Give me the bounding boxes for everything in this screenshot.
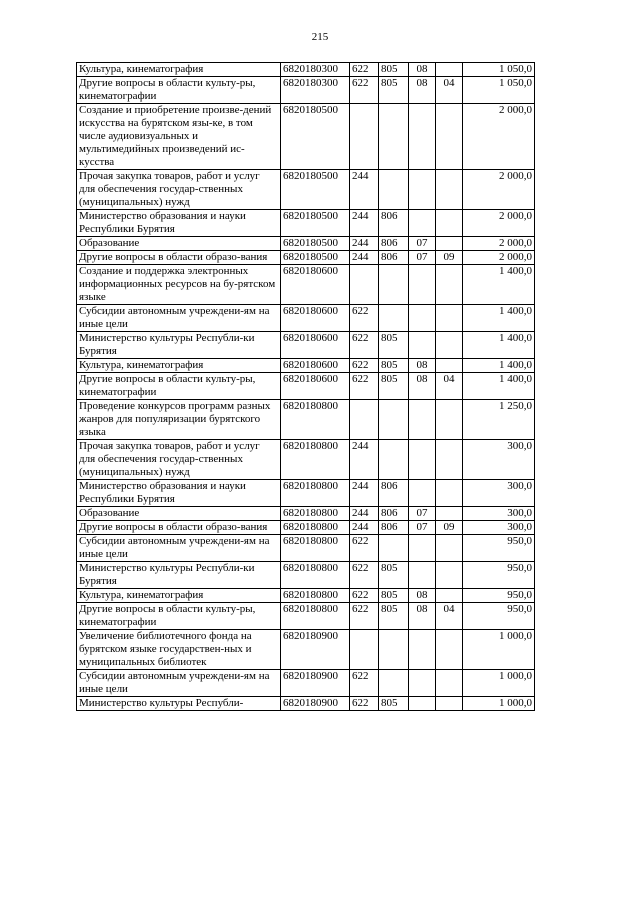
section-cell: 07 (409, 237, 436, 251)
subsection-cell (436, 210, 463, 237)
ministry-code-cell: 806 (379, 507, 409, 521)
section-cell (409, 265, 436, 305)
subsection-cell (436, 332, 463, 359)
expense-type-cell: 622 (350, 63, 379, 77)
ministry-code-cell (379, 670, 409, 697)
target-code-cell: 6820180900 (281, 670, 350, 697)
subsection-cell (436, 63, 463, 77)
table-row (77, 104, 535, 170)
table-row (77, 63, 535, 77)
target-code-cell: 6820180500 (281, 210, 350, 237)
section-cell: 08 (409, 589, 436, 603)
amount-cell: 300,0 (463, 521, 535, 535)
table-row (77, 332, 535, 359)
subsection-cell (436, 630, 463, 670)
section-cell: 08 (409, 603, 436, 630)
row-name-cell: Министерство образования и науки Республики Бурятия (77, 480, 281, 507)
expense-type-cell: 244 (350, 251, 379, 265)
expense-type-cell: 622 (350, 305, 379, 332)
target-code-cell: 6820180900 (281, 697, 350, 711)
row-name-cell: Культура, кинематография (77, 359, 281, 373)
table-row (77, 251, 535, 265)
ministry-code-cell: 806 (379, 521, 409, 535)
ministry-code-cell (379, 630, 409, 670)
budget-table (76, 62, 535, 711)
row-name-cell: Министерство культуры Республи- (77, 697, 281, 711)
expense-type-cell: 622 (350, 332, 379, 359)
section-cell (409, 670, 436, 697)
row-name-cell: Культура, кинематография (77, 589, 281, 603)
amount-cell: 300,0 (463, 440, 535, 480)
table-row (77, 507, 535, 521)
subsection-cell (436, 170, 463, 210)
amount-cell: 1 000,0 (463, 697, 535, 711)
amount-cell: 1 400,0 (463, 265, 535, 305)
amount-cell: 300,0 (463, 480, 535, 507)
expense-type-cell: 622 (350, 535, 379, 562)
subsection-cell (436, 400, 463, 440)
amount-cell: 1 400,0 (463, 305, 535, 332)
subsection-cell: 09 (436, 521, 463, 535)
expense-type-cell: 244 (350, 521, 379, 535)
table-row (77, 305, 535, 332)
subsection-cell (436, 535, 463, 562)
target-code-cell: 6820180800 (281, 507, 350, 521)
target-code-cell: 6820180600 (281, 265, 350, 305)
table-row (77, 170, 535, 210)
table-row (77, 697, 535, 711)
subsection-cell (436, 104, 463, 170)
amount-cell: 2 000,0 (463, 170, 535, 210)
section-cell (409, 305, 436, 332)
section-cell: 07 (409, 507, 436, 521)
row-name-cell: Образование (77, 507, 281, 521)
target-code-cell: 6820180600 (281, 359, 350, 373)
target-code-cell: 6820180900 (281, 630, 350, 670)
section-cell: 08 (409, 77, 436, 104)
subsection-cell (436, 359, 463, 373)
target-code-cell: 6820180500 (281, 104, 350, 170)
table-row (77, 670, 535, 697)
row-name-cell: Другие вопросы в области культу-ры, кинематографии (77, 77, 281, 104)
expense-type-cell: 622 (350, 603, 379, 630)
ministry-code-cell (379, 400, 409, 440)
expense-type-cell: 622 (350, 670, 379, 697)
ministry-code-cell (379, 440, 409, 480)
table-row (77, 373, 535, 400)
expense-type-cell (350, 400, 379, 440)
row-name-cell: Проведение конкурсов программ разных жанров для популяризации бурятского языка (77, 400, 281, 440)
row-name-cell: Субсидии автономным учреждени-ям на иные цели (77, 305, 281, 332)
amount-cell: 2 000,0 (463, 210, 535, 237)
amount-cell: 950,0 (463, 562, 535, 589)
row-name-cell: Прочая закупка товаров, работ и услуг для обеспечения государ-ственных (муниципальных) нужд (77, 440, 281, 480)
ministry-code-cell (379, 305, 409, 332)
row-name-cell: Другие вопросы в области образо-вания (77, 521, 281, 535)
table-row (77, 630, 535, 670)
budget-table-body (77, 63, 535, 711)
ministry-code-cell: 805 (379, 603, 409, 630)
table-row (77, 480, 535, 507)
table-row (77, 237, 535, 251)
expense-type-cell: 622 (350, 359, 379, 373)
ministry-code-cell: 806 (379, 210, 409, 237)
amount-cell: 1 050,0 (463, 77, 535, 104)
page-number: 215 (311, 31, 329, 43)
ministry-code-cell: 806 (379, 480, 409, 507)
amount-cell: 950,0 (463, 535, 535, 562)
target-code-cell: 6820180800 (281, 603, 350, 630)
table-row (77, 535, 535, 562)
amount-cell: 2 000,0 (463, 237, 535, 251)
ministry-code-cell: 805 (379, 77, 409, 104)
table-row (77, 603, 535, 630)
table-row (77, 589, 535, 603)
row-name-cell: Субсидии автономным учреждени-ям на иные цели (77, 670, 281, 697)
section-cell (409, 697, 436, 711)
row-name-cell: Субсидии автономным учреждени-ям на иные цели (77, 535, 281, 562)
amount-cell: 1 050,0 (463, 63, 535, 77)
table-row (77, 359, 535, 373)
target-code-cell: 6820180500 (281, 251, 350, 265)
row-name-cell: Прочая закупка товаров, работ и услуг для обеспечения государ-ственных (муниципальных) нужд (77, 170, 281, 210)
expense-type-cell (350, 265, 379, 305)
row-name-cell: Увеличение библиотечного фонда на бурятском языке государствен-ных и муниципальных библиотек (77, 630, 281, 670)
ministry-code-cell: 806 (379, 251, 409, 265)
subsection-cell: 04 (436, 77, 463, 104)
expense-type-cell: 622 (350, 589, 379, 603)
ministry-code-cell (379, 535, 409, 562)
expense-type-cell: 244 (350, 480, 379, 507)
section-cell (409, 630, 436, 670)
section-cell (409, 400, 436, 440)
target-code-cell: 6820180500 (281, 237, 350, 251)
subsection-cell: 04 (436, 603, 463, 630)
target-code-cell: 6820180600 (281, 373, 350, 400)
section-cell (409, 480, 436, 507)
table-row (77, 521, 535, 535)
target-code-cell: 6820180800 (281, 521, 350, 535)
amount-cell: 1 000,0 (463, 670, 535, 697)
ministry-code-cell: 805 (379, 332, 409, 359)
expense-type-cell: 622 (350, 697, 379, 711)
amount-cell: 300,0 (463, 507, 535, 521)
ministry-code-cell: 805 (379, 63, 409, 77)
subsection-cell (436, 697, 463, 711)
section-cell (409, 104, 436, 170)
target-code-cell: 6820180500 (281, 170, 350, 210)
amount-cell: 2 000,0 (463, 104, 535, 170)
target-code-cell: 6820180300 (281, 63, 350, 77)
target-code-cell: 6820180800 (281, 440, 350, 480)
amount-cell: 1 000,0 (463, 630, 535, 670)
expense-type-cell: 622 (350, 77, 379, 104)
ministry-code-cell: 805 (379, 359, 409, 373)
section-cell (409, 535, 436, 562)
table-row (77, 562, 535, 589)
section-cell (409, 562, 436, 589)
subsection-cell (436, 265, 463, 305)
subsection-cell (436, 670, 463, 697)
target-code-cell: 6820180800 (281, 562, 350, 589)
section-cell (409, 440, 436, 480)
section-cell (409, 210, 436, 237)
row-name-cell: Министерство культуры Республи-ки Бурятия (77, 332, 281, 359)
target-code-cell: 6820180300 (281, 77, 350, 104)
row-name-cell: Культура, кинематография (77, 63, 281, 77)
amount-cell: 2 000,0 (463, 251, 535, 265)
ministry-code-cell: 805 (379, 697, 409, 711)
subsection-cell (436, 480, 463, 507)
amount-cell: 1 400,0 (463, 373, 535, 400)
section-cell: 07 (409, 521, 436, 535)
ministry-code-cell: 805 (379, 589, 409, 603)
row-name-cell: Создание и приобретение произве-дений искусства на бурятском язы-ке, в том числе аудиовизуальных и мультимедийных произведений ис-кусства (77, 104, 281, 170)
target-code-cell: 6820180600 (281, 332, 350, 359)
target-code-cell: 6820180600 (281, 305, 350, 332)
amount-cell: 1 400,0 (463, 359, 535, 373)
table-row (77, 400, 535, 440)
expense-type-cell: 244 (350, 170, 379, 210)
subsection-cell (436, 237, 463, 251)
section-cell: 08 (409, 63, 436, 77)
subsection-cell: 04 (436, 373, 463, 400)
ministry-code-cell (379, 265, 409, 305)
expense-type-cell: 244 (350, 210, 379, 237)
expense-type-cell: 244 (350, 237, 379, 251)
row-name-cell: Другие вопросы в области культу-ры, кинематографии (77, 373, 281, 400)
row-name-cell: Министерство образования и науки Республики Бурятия (77, 210, 281, 237)
amount-cell: 1 250,0 (463, 400, 535, 440)
expense-type-cell: 622 (350, 373, 379, 400)
target-code-cell: 6820180800 (281, 535, 350, 562)
row-name-cell: Другие вопросы в области образо-вания (77, 251, 281, 265)
table-row (77, 440, 535, 480)
section-cell (409, 170, 436, 210)
ministry-code-cell: 806 (379, 237, 409, 251)
ministry-code-cell (379, 104, 409, 170)
target-code-cell: 6820180800 (281, 589, 350, 603)
section-cell: 07 (409, 251, 436, 265)
subsection-cell (436, 440, 463, 480)
subsection-cell (436, 305, 463, 332)
ministry-code-cell: 805 (379, 373, 409, 400)
section-cell: 08 (409, 359, 436, 373)
row-name-cell: Другие вопросы в области культу-ры, кинематографии (77, 603, 281, 630)
expense-type-cell: 244 (350, 507, 379, 521)
subsection-cell (436, 507, 463, 521)
table-row (77, 210, 535, 237)
subsection-cell: 09 (436, 251, 463, 265)
subsection-cell (436, 562, 463, 589)
expense-type-cell (350, 630, 379, 670)
ministry-code-cell (379, 170, 409, 210)
amount-cell: 1 400,0 (463, 332, 535, 359)
section-cell (409, 332, 436, 359)
row-name-cell: Создание и поддержка электронных информационных ресурсов на бу-рятском языке (77, 265, 281, 305)
amount-cell: 950,0 (463, 589, 535, 603)
expense-type-cell: 244 (350, 440, 379, 480)
row-name-cell: Министерство культуры Республи-ки Бурятия (77, 562, 281, 589)
ministry-code-cell: 805 (379, 562, 409, 589)
table-row (77, 77, 535, 104)
expense-type-cell (350, 104, 379, 170)
amount-cell: 950,0 (463, 603, 535, 630)
subsection-cell (436, 589, 463, 603)
target-code-cell: 6820180800 (281, 480, 350, 507)
row-name-cell: Образование (77, 237, 281, 251)
table-row (77, 265, 535, 305)
section-cell: 08 (409, 373, 436, 400)
target-code-cell: 6820180800 (281, 400, 350, 440)
expense-type-cell: 622 (350, 562, 379, 589)
